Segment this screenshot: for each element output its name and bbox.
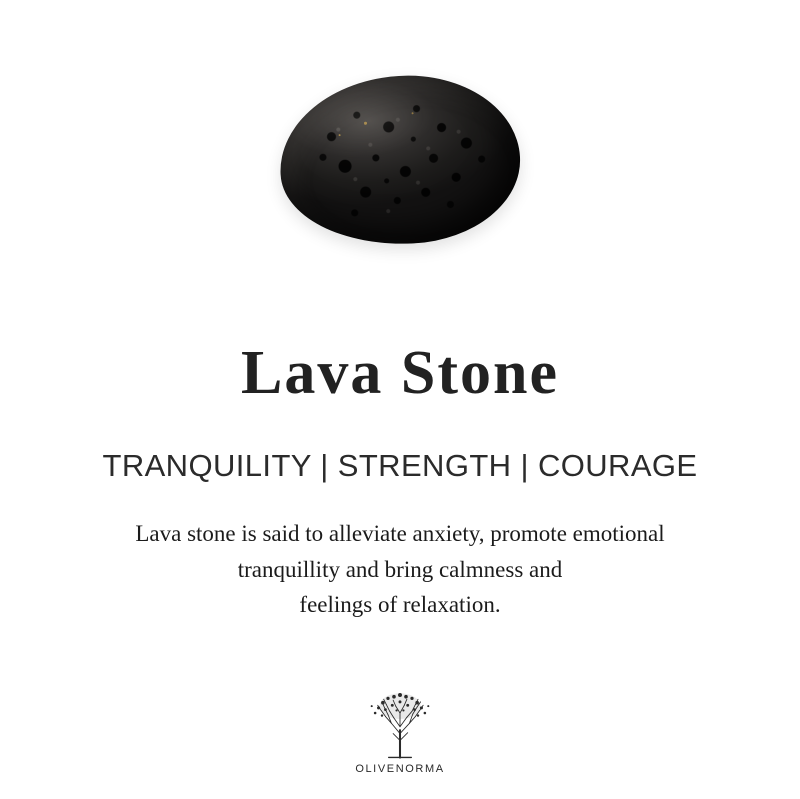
stone-speck-icon xyxy=(412,112,414,114)
product-description xyxy=(50,516,750,623)
page-title: Lava Stone xyxy=(241,339,559,407)
stone-speck-icon xyxy=(339,135,341,137)
lava-stone-image xyxy=(276,70,524,250)
product-tagline: TRANQUILITY | STRENGTH | COURAGE xyxy=(102,448,698,483)
description-line: Lava stone is said to alleviate anxiety, promote emotional xyxy=(135,521,665,546)
stone-image-area xyxy=(0,0,800,320)
tree-icon xyxy=(357,689,443,761)
brand-logo xyxy=(355,689,444,775)
description-line: tranquillity and bring calmness and xyxy=(237,556,563,582)
description-line: feelings of relaxation. xyxy=(299,592,501,618)
stone-speck-icon xyxy=(364,121,367,124)
brand-name: OLIVENORMA xyxy=(355,763,445,775)
